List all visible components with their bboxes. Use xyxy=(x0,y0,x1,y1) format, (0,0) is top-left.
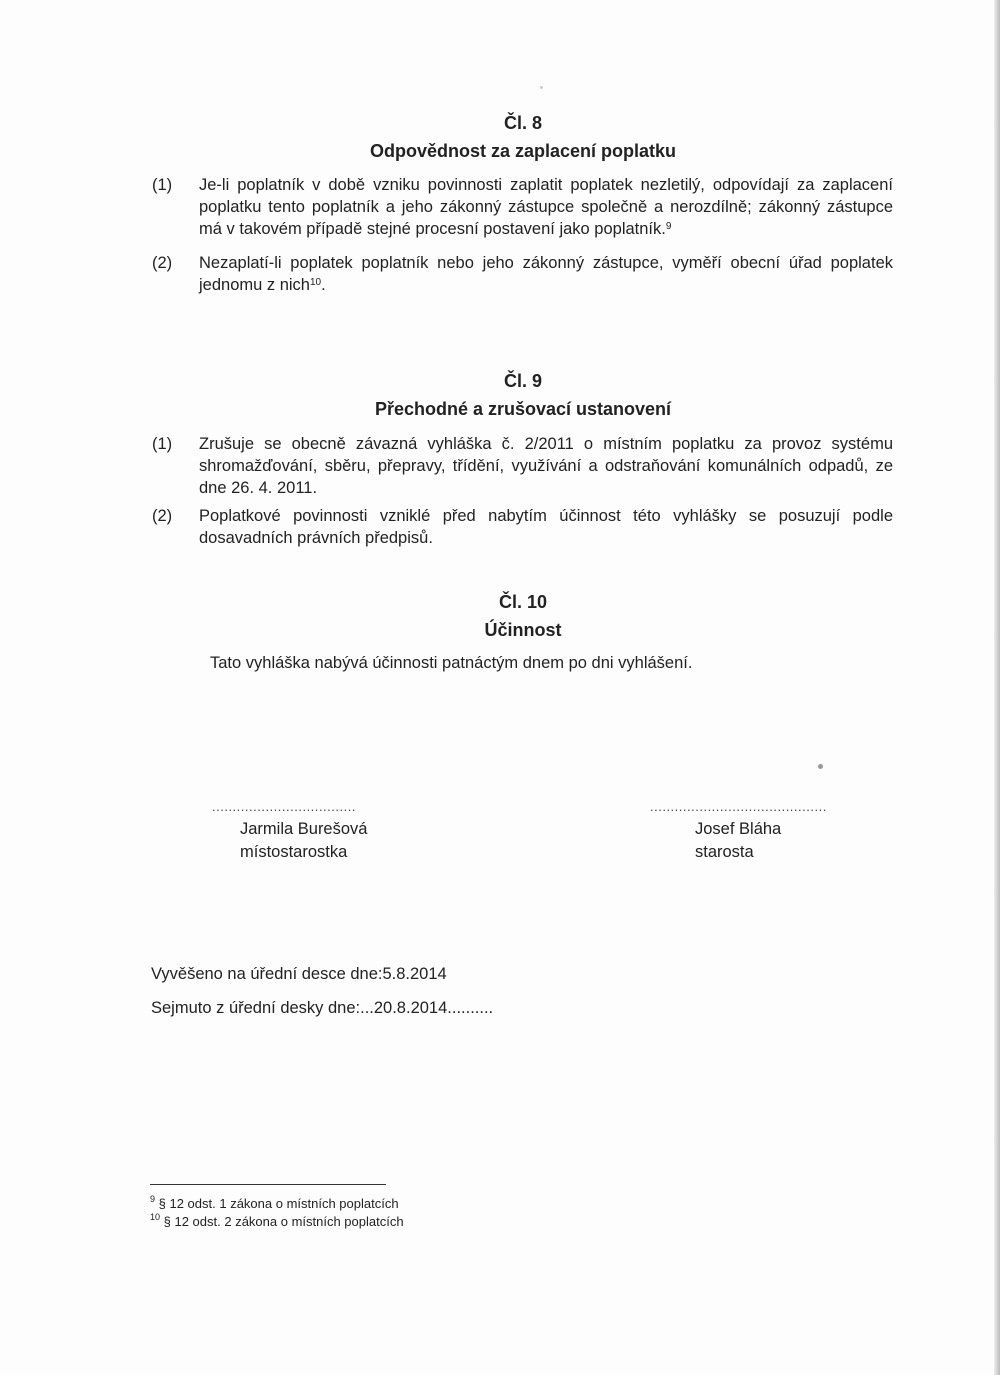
art9-p2-number: (2) xyxy=(152,507,173,525)
art8-p1-text: Je-li poplatník v době vzniku povinnosti zaplatit poplatek nezletilý, odpovídají za zaplacení poplatku tento poplatník a jeho zákonný zástupce společně a nerozdílně; zákonný zástupce má v takovém případě stejné procesní postavení jako poplatník. xyxy=(199,176,893,238)
removed-date: Sejmuto z úřední desky dne:...20.8.2014.......... xyxy=(151,999,494,1017)
art9-title: Přechodné a zrušovací ustanovení xyxy=(374,399,672,419)
art8-p2-end: . xyxy=(321,276,326,294)
scan-speck xyxy=(540,86,543,89)
scan-speck xyxy=(818,764,823,769)
art9-p1: Zrušuje se obecně závazná vyhláška č. 2/2011 o místním poplatku za provoz systému shromažďování, sběru, přepravy, třídění, využívání a odstraňování komunálních odpadů, ze dne 26. 4. 2011. xyxy=(199,435,893,497)
posted-date: Vyvěšeno na úřední desce dne:5.8.2014 xyxy=(151,965,447,983)
art8-p1-number: (1) xyxy=(152,176,173,194)
art8-p1-footnote-ref: 9 xyxy=(665,221,672,232)
footnote-10 xyxy=(150,1214,404,1229)
art8-p2-number: (2) xyxy=(152,254,173,272)
art8-p2-text: Nezaplatí-li poplatek poplatník nebo jeho zákonný zástupce, vyměří obecní úřad poplatek jednomu z nich xyxy=(199,254,893,294)
art8-number: Čl. 8 xyxy=(503,113,542,133)
right-signature-line: ........................................... xyxy=(650,799,827,814)
art8-p1 xyxy=(199,174,893,240)
footnote-9-number: 9 xyxy=(150,1194,156,1204)
art8-title: Odpovědnost za zaplacení poplatku xyxy=(369,141,677,161)
footnote-10-number: 10 xyxy=(150,1212,161,1222)
footnote-separator xyxy=(150,1184,386,1185)
art10-number: Čl. 10 xyxy=(498,592,548,612)
art9-p1-number: (1) xyxy=(152,435,173,453)
art8-p2-footnote-ref: 10 xyxy=(309,277,322,288)
footnote-10-text: § 12 odst. 2 zákona o místních poplatcích xyxy=(163,1214,404,1229)
left-signatory-role: místostarostka xyxy=(240,843,348,861)
right-signatory-role: starosta xyxy=(695,843,754,861)
footnote-9 xyxy=(150,1196,399,1211)
art8-p2 xyxy=(199,252,893,296)
left-signature-line: ................................... xyxy=(212,799,356,814)
right-signatory-name: Josef Bláha xyxy=(695,820,782,838)
footnote-9-text: § 12 odst. 1 zákona o místních poplatcích xyxy=(158,1196,399,1211)
art9-number: Čl. 9 xyxy=(503,371,542,391)
art9-p2: Poplatkové povinnosti vzniklé před nabytím účinnost této vyhlášky se posuzují podle dosavadních právních předpisů. xyxy=(199,507,893,547)
art10-title: Účinnost xyxy=(484,620,562,640)
art10-text: Tato vyhláška nabývá účinnosti patnáctým dnem po dni vyhlášení. xyxy=(210,654,693,672)
page-edge xyxy=(994,0,1000,1375)
left-signatory-name: Jarmila Burešová xyxy=(240,820,368,838)
